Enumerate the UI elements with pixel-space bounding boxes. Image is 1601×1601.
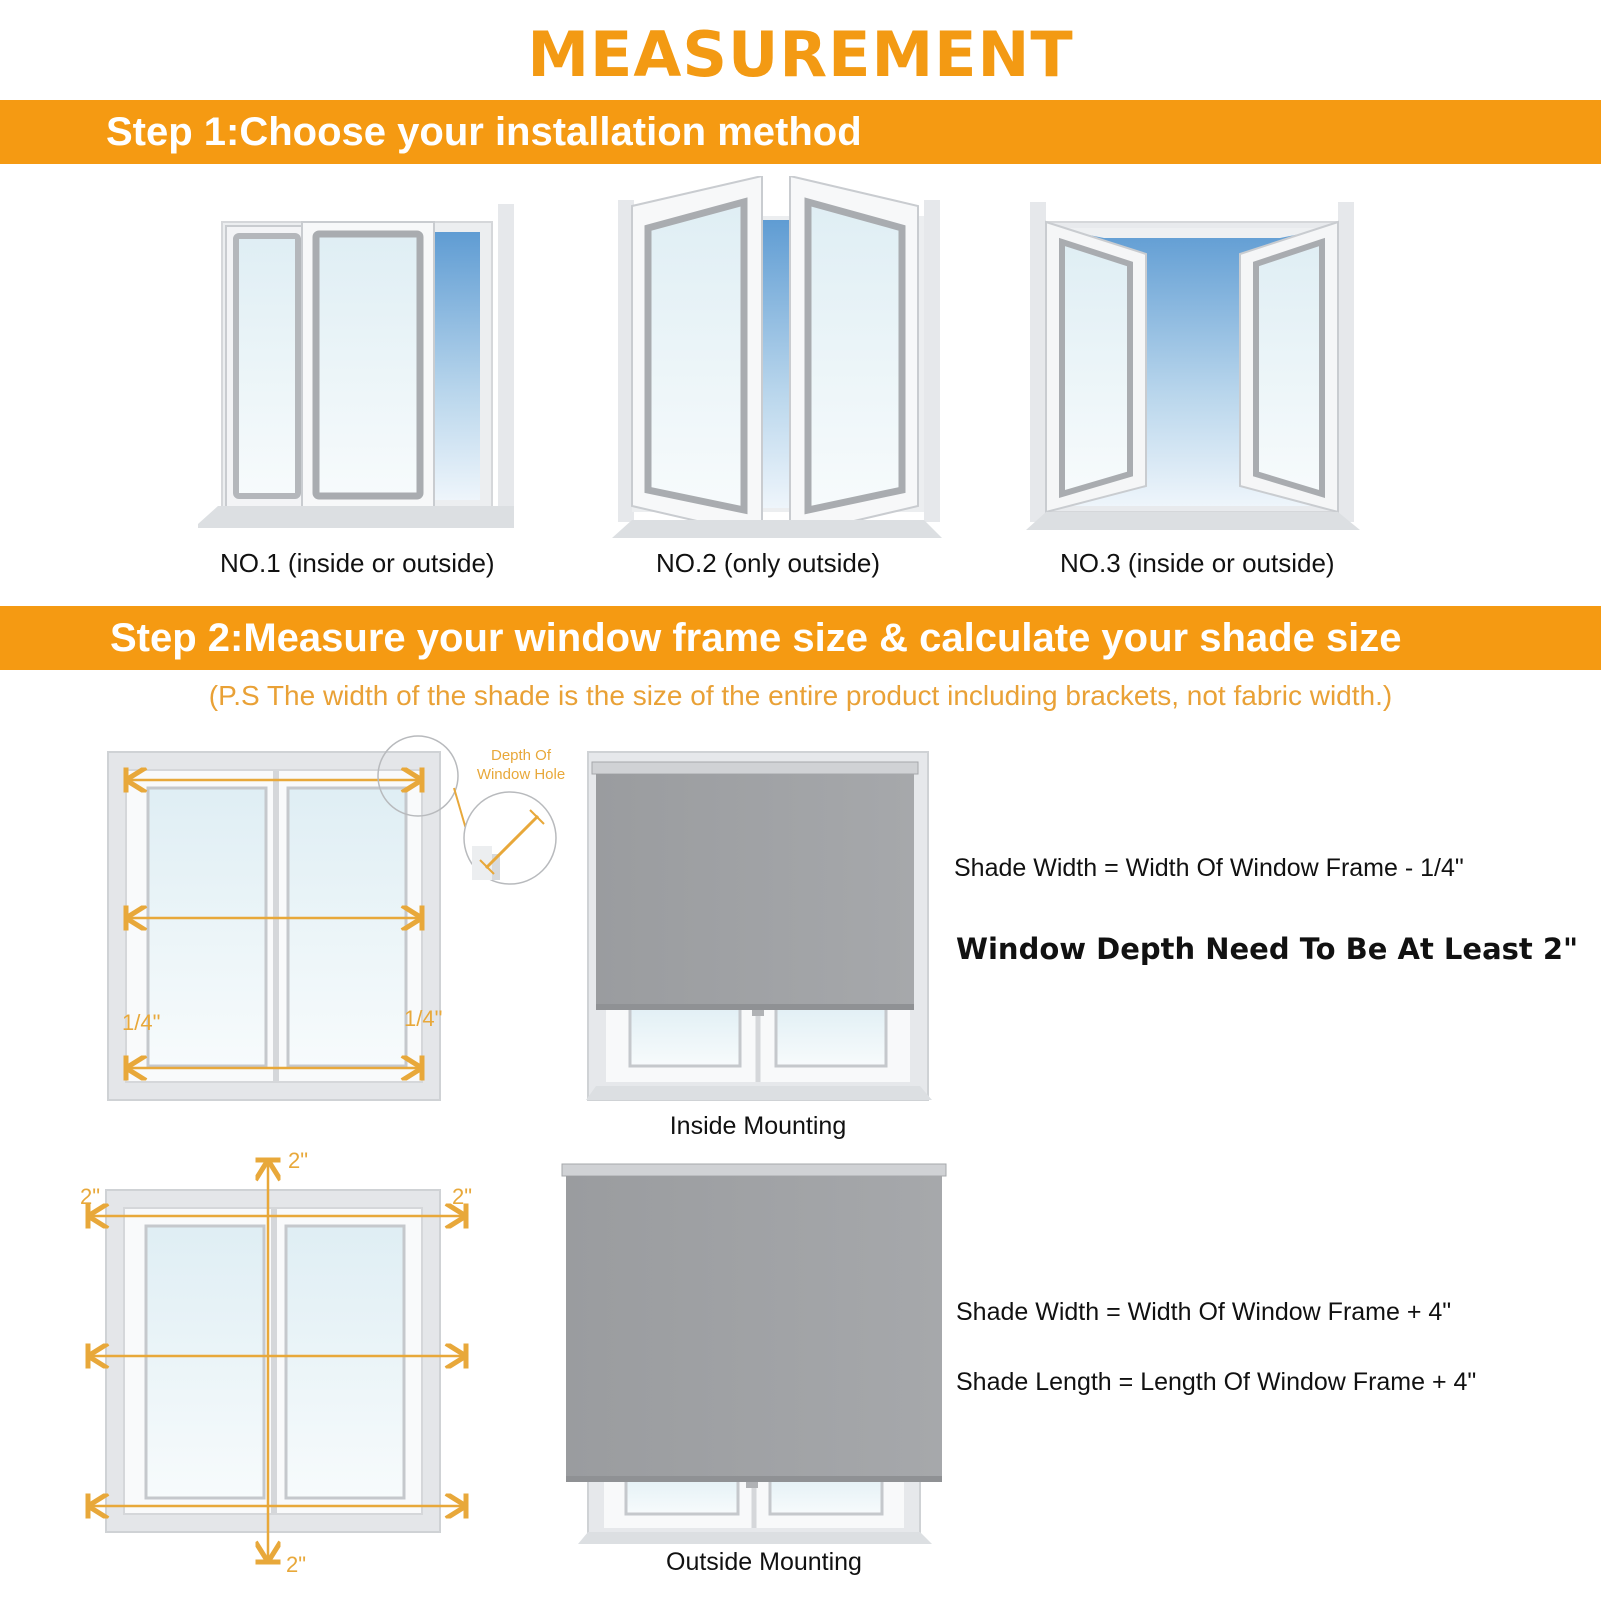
sliding-window-illustration (198, 198, 528, 538)
outside-mounting-label: Outside Mounting (666, 1548, 862, 1576)
outside-bottom-label: 2" (286, 1552, 307, 1577)
option-2-label: NO.2 (only outside) (656, 548, 880, 578)
outside-width-formula: Shade Width = Width Of Window Frame + 4" (956, 1298, 1452, 1326)
inside-measure-diagram (104, 728, 574, 1108)
outside-top-label: 2" (288, 1148, 309, 1173)
page-title: MEASUREMENT (527, 18, 1074, 91)
window-depth-requirement: Window Depth Need To Be At Least 2" (956, 932, 1579, 966)
outside-left-label: 2" (80, 1184, 101, 1209)
outside-right-label: 2" (452, 1184, 473, 1209)
option-3-label: NO.3 (inside or outside) (1060, 548, 1335, 578)
option-1-label: NO.1 (inside or outside) (220, 548, 495, 578)
step1-heading: Step 1:Choose your installation method (106, 110, 862, 154)
inside-left-margin-label: 1/4" (122, 1010, 161, 1035)
step2-heading: Step 2:Measure your window frame size & calculate your shade size (110, 616, 1402, 660)
outside-mounting-shade-illustration (560, 1158, 950, 1544)
casement-outward-window-illustration (1026, 198, 1362, 538)
outside-length-formula: Shade Length = Length Of Window Frame + 4" (956, 1368, 1477, 1396)
depth-label: Depth Of Window Hole (476, 747, 566, 783)
outside-measure-diagram (76, 1150, 486, 1570)
casement-inward-window-illustration (612, 176, 942, 546)
inside-width-formula: Shade Width = Width Of Window Frame - 1/4" (954, 854, 1464, 882)
inside-right-margin-label: 1/4" (404, 1006, 443, 1031)
shade-width-note: (P.S The width of the shade is the size of the entire product including brackets, not fabric width.) (208, 680, 1393, 711)
inside-mounting-shade-illustration (586, 750, 932, 1102)
step1-banner (0, 100, 1601, 164)
inside-mounting-label: Inside Mounting (669, 1112, 847, 1140)
step2-banner (0, 606, 1601, 670)
